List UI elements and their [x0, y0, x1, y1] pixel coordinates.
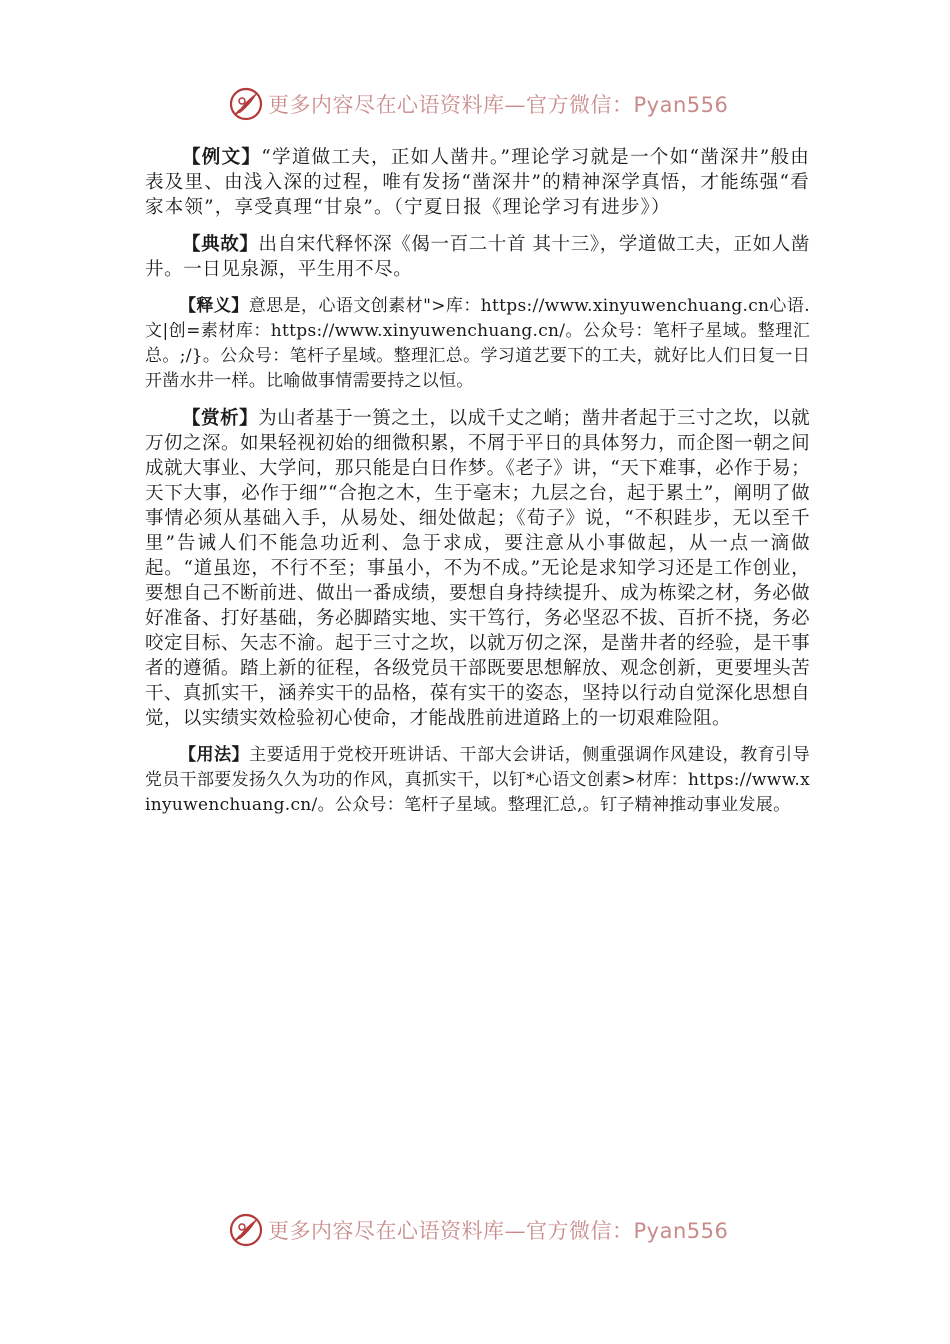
usage-tag: 【用法】	[179, 745, 250, 765]
quill-pen-logo-icon	[228, 86, 264, 122]
footer-banner	[0, 1208, 950, 1252]
analysis-text: 为山者基于一篑之土，以成千丈之峭；凿井者起于三寸之坎，以就万仞之深。如果轻视初始的细微积累，不屑于平日的具体努力，而企图一朝之间成就大事业、大学问，那只能是白日作梦。《老子》讲，“天下难事，必作于易；天下大事，必作于细”“合抱之木，生于毫末；九层之台，起于累土”，阐明了做事情必须从基础入手，从易处、细处做起；《荀子》说，“不积跬步，无以至千里”告诫人们不能急功近利、急于求成，要注意从小事做起，从一点一滴做起。“道虽迩，不行不至；事虽小，不为不成。”无论是求知学习还是工作创业，要想自己不断前进、做出一番成绩，要想自身持续提升、成为栋梁之材，务必做好准备、打好基础，务必脚踏实地、实干笃行，务必坚忍不拔、百折不挠，务必咬定目标、矢志不渝。起于三寸之坎，以就万仞之深，是凿井者的经验，是干事者的遵循。踏上新的征程，各级党员干部既要思想解放、观念创新，更要埋头苦干、真抓实干，涵养实干的品格，葆有实干的姿态，坚持以行动自觉深化思想自觉，以实绩实效检验初心使命，才能战胜前进道路上的一切艰难险阻。	[145, 408, 810, 729]
analysis-paragraph	[145, 406, 810, 731]
usage-paragraph	[145, 743, 810, 818]
source-tag: 【典故】	[182, 234, 259, 255]
source-text: 出自宋代释怀深《偈一百二十首 其十三》，学道做工夫，正如人凿井。一日见泉源，平生用不尽。	[145, 234, 810, 280]
meaning-tag: 【释义】	[179, 296, 249, 316]
example-tag: 【例文】	[182, 147, 262, 168]
banner-text: 更多内容尽在心语资料库—官方微信：Pyan556	[268, 1219, 729, 1243]
meaning-text: 意思是，心语文创素材">库：https://www.xinyuwenchuang.cn心语.文|创=素材库：https://www.xinyuwenchuang.cn/。公众号：笔杆子星域。整理汇总。;/}。公众号：笔杆子星域。整理汇总。学习道艺要下的工夫，就好比人们日复一日开凿水井一样。比喻做事情需要持之以恒。	[145, 296, 810, 391]
usage-text: 主要适用于党校开班讲话、干部大会讲话，侧重强调作风建设，教育引导党员干部要发扬久久为功的作风，真抓实干，以钉*心语文创素>材库：https://www.xinyuwenchuang.cn/。公众号：笔杆子星域。整理汇总,。钉子精神推动事业发展。	[145, 745, 810, 815]
banner-text: 更多内容尽在心语资料库—官方微信：Pyan556	[268, 93, 729, 117]
header-banner	[0, 82, 950, 126]
analysis-tag: 【赏析】	[182, 408, 259, 429]
quill-pen-logo-icon	[228, 1212, 264, 1248]
example-text: “学道做工夫，正如人凿井。”理论学习就是一个如“凿深井”般由表及里、由浅入深的过程，唯有发扬“凿深井”的精神深学真悟，才能练强“看家本领”，享受真理“甘泉”。（宁夏日报《理论学习有进步》）	[145, 147, 810, 218]
source-paragraph	[145, 232, 810, 282]
meaning-paragraph	[145, 294, 810, 394]
document-body	[145, 145, 810, 830]
example-paragraph	[145, 145, 810, 220]
